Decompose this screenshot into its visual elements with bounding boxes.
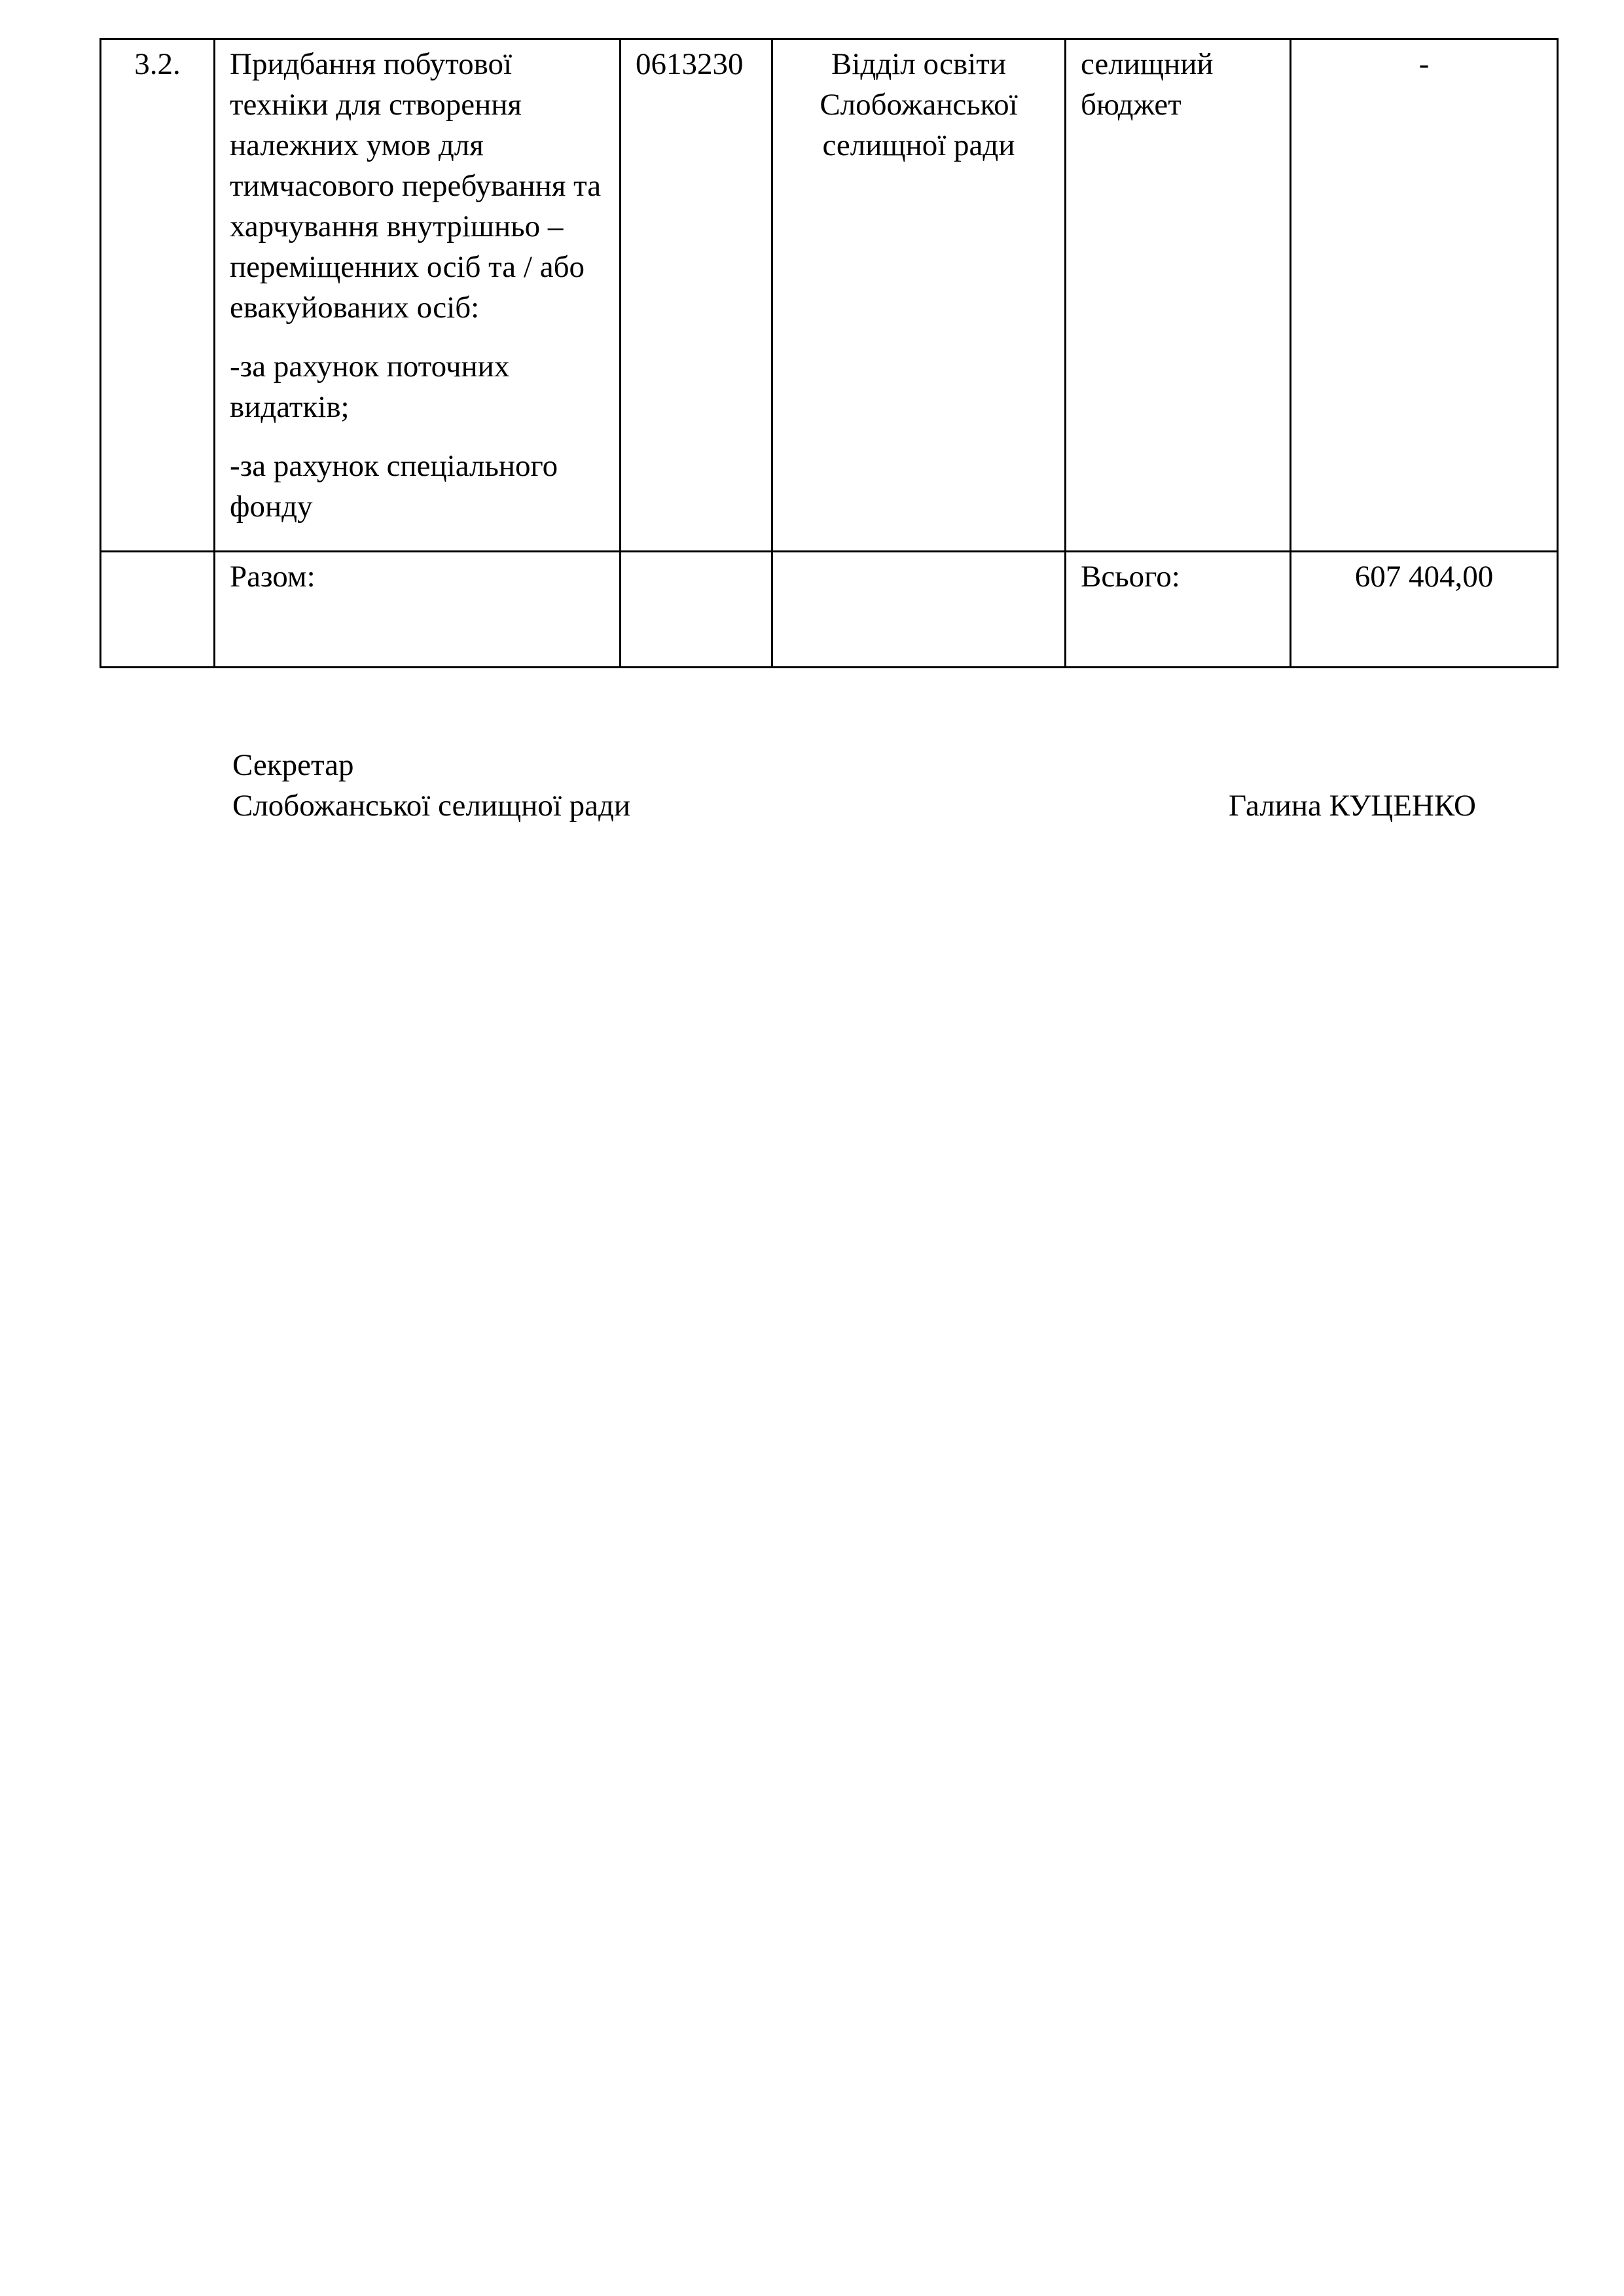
item-executor: Відділ освіти Слобожанської селищної ради xyxy=(772,39,1066,552)
signature-council: Слобожанської селищної ради xyxy=(232,789,631,823)
description-option-special: -за рахунок спеціального фонду xyxy=(230,449,558,524)
signature-block xyxy=(232,745,1476,826)
total-label: Разом: xyxy=(215,552,621,668)
signature-row xyxy=(232,785,1476,826)
description-main: Придбання побутової техніки для створення належних умов для тимчасового перебування та харчування внутрішньо – переміщенних осіб та / або евакуйованих осіб: xyxy=(230,47,602,325)
signature-position: Секретар xyxy=(232,748,354,782)
total-empty-number xyxy=(101,552,215,668)
description-option-current: -за рахунок поточних видатків; xyxy=(230,350,510,424)
item-description xyxy=(215,39,621,552)
item-amount: - xyxy=(1291,39,1558,552)
signature-name: Галина КУЦЕНКО xyxy=(1228,789,1476,823)
total-source-label: Всього: xyxy=(1066,552,1291,668)
total-empty-executor xyxy=(772,552,1066,668)
item-source: селищний бюджет xyxy=(1066,39,1291,552)
total-empty-kpkv xyxy=(621,552,772,668)
item-kpkv: 0613230 xyxy=(621,39,772,552)
table-row xyxy=(101,39,1558,552)
item-number: 3.2. xyxy=(101,39,215,552)
table-row-total xyxy=(101,552,1558,668)
total-amount: 607 404,00 xyxy=(1291,552,1558,668)
budget-table xyxy=(99,38,1559,668)
